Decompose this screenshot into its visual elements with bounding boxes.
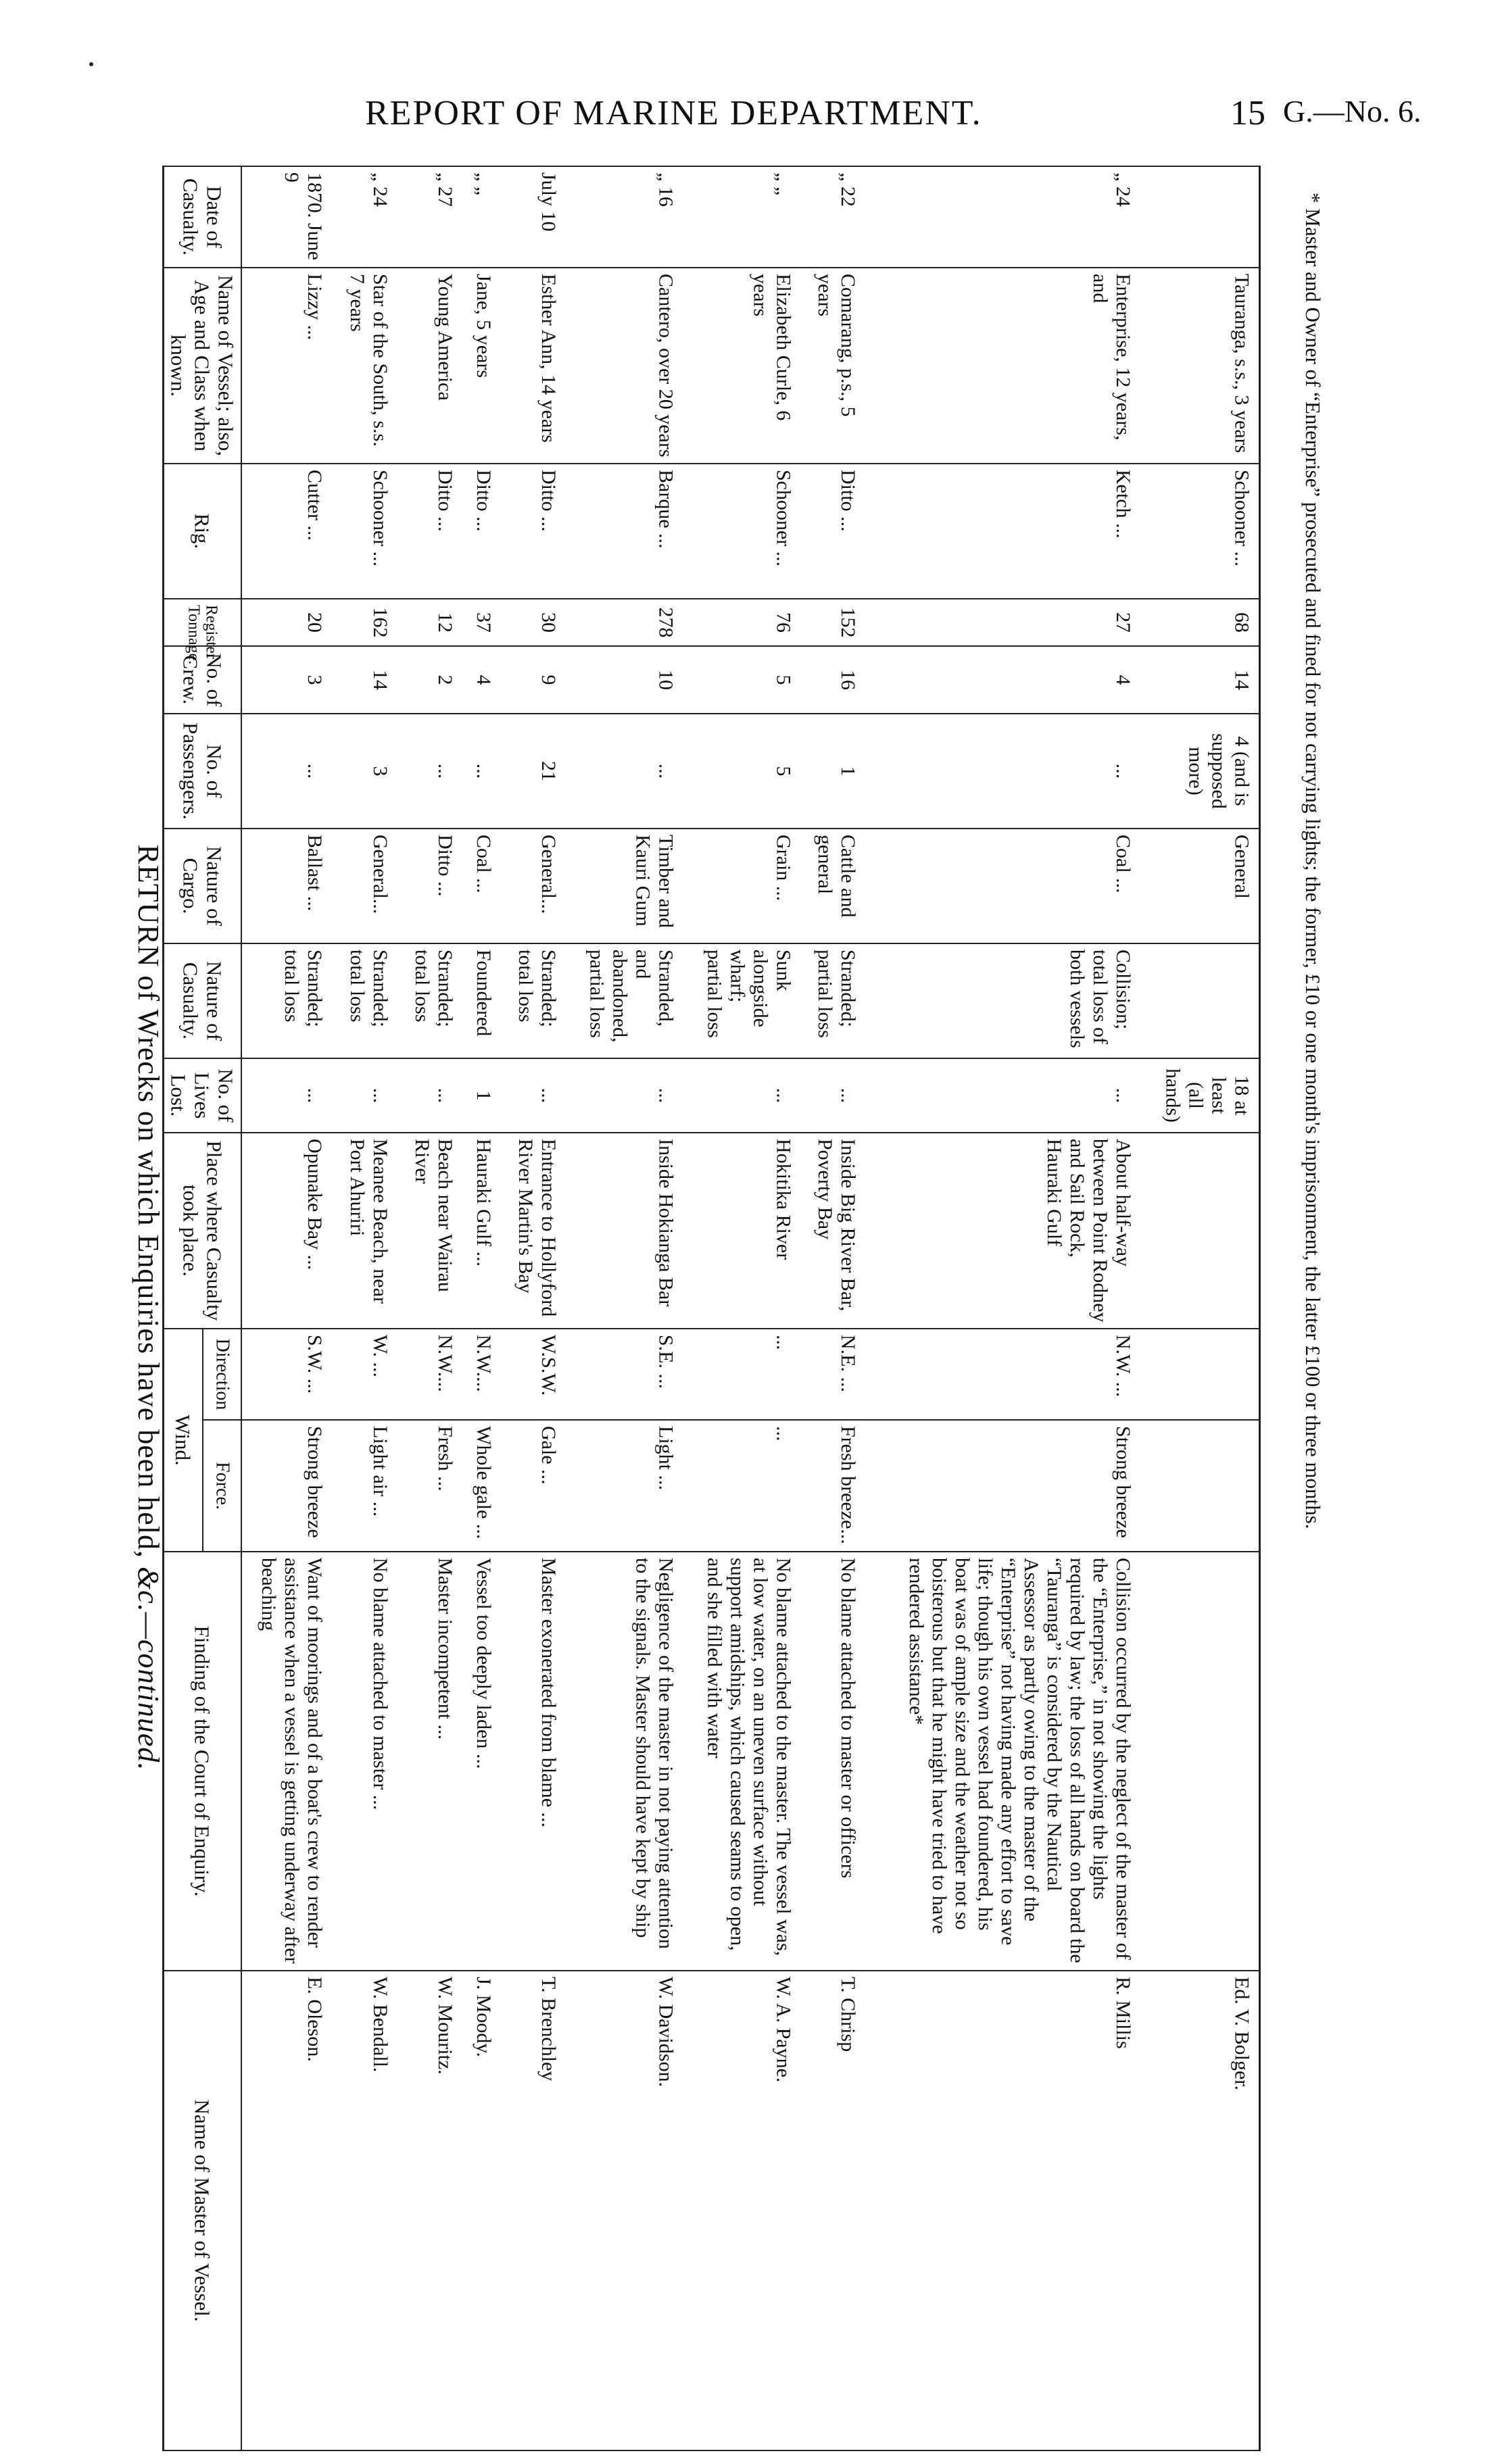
cell-rig: Ditto ... xyxy=(398,464,463,599)
cell-cargo: General... xyxy=(502,829,566,943)
cell-casualty: Stranded, and abandoned, partial loss xyxy=(566,943,684,1058)
cell-passengers: ... xyxy=(566,714,684,829)
cell-crew: 14 xyxy=(1141,646,1259,714)
col-header-place: Place where Casualty took place. xyxy=(164,1133,242,1329)
cell-lives: ... xyxy=(684,1058,802,1133)
cell-finding: Negligence of the master in not paying attention to the signals. Master should have kept by ship xyxy=(566,1552,684,1971)
col-header-lives: No. of Lives Lost. xyxy=(164,1058,242,1133)
cell-crew: 4 xyxy=(866,646,1141,714)
cell-direction: N.W. ... xyxy=(866,1329,1141,1420)
cell-force xyxy=(1141,1420,1259,1552)
cell-place: Entrance to Hollyford River Martin's Bay xyxy=(502,1133,566,1329)
cell-master: T. Chrisp xyxy=(801,1971,866,2450)
return-title-continued: &c.—continued. xyxy=(132,1567,165,1771)
cell-date: July 10 xyxy=(502,166,566,268)
cell-rig: Ditto ... xyxy=(463,464,502,599)
cell-direction: W. ... xyxy=(333,1329,398,1420)
cell-lives: ... xyxy=(241,1058,333,1133)
running-title: REPORT OF MARINE DEPARTMENT. xyxy=(365,94,982,132)
col-header-tonnage: Register Tonnage. xyxy=(164,599,242,646)
cell-passengers: 21 xyxy=(502,714,566,829)
cell-date: „ 24 xyxy=(333,166,398,268)
cell-force: Strong breeze xyxy=(241,1420,333,1552)
cell-passengers: 4 (and is supposed more) xyxy=(1141,714,1259,829)
cell-passengers: 3 xyxy=(333,714,398,829)
table-row xyxy=(241,166,333,2450)
cell-finding xyxy=(1141,1552,1259,1971)
table-row xyxy=(502,166,566,2450)
cell-master: W. Davidson. xyxy=(566,1971,684,2450)
cell-casualty: Stranded; total loss xyxy=(241,943,333,1058)
cell-cargo: Coal ... xyxy=(866,829,1141,943)
cell-force: Strong breeze xyxy=(866,1420,1141,1552)
cell-master: Ed. V. Bolger. xyxy=(1141,1971,1259,2450)
cell-rig: Cutter ... xyxy=(241,464,333,599)
cell-name: Comarang, p.s., 5 years xyxy=(801,268,866,464)
cell-crew: 10 xyxy=(566,646,684,714)
cell-casualty: Stranded; total loss xyxy=(398,943,463,1058)
cell-master: J. Moody. xyxy=(463,1971,502,2450)
table-row xyxy=(566,166,684,2450)
cell-master: R. Millis xyxy=(866,1971,1141,2450)
cell-force: Gale ... xyxy=(502,1420,566,1552)
cell-place: Opunake Bay ... xyxy=(241,1133,333,1329)
cell-casualty: Collision; total loss of both vessels xyxy=(866,943,1141,1058)
return-title-text: RETURN of Wrecks on which Enquiries have been held, xyxy=(132,844,165,1567)
cell-tonnage: 30 xyxy=(502,599,566,646)
cell-name: Tauranga, s.s., 3 years xyxy=(1141,268,1259,464)
table-row xyxy=(463,166,502,2450)
cell-master: E. Oleson. xyxy=(241,1971,333,2450)
cell-finding: Master incompetent ... xyxy=(398,1552,463,1971)
cell-master: T. Brenchley xyxy=(502,1971,566,2450)
cell-crew: 16 xyxy=(801,646,866,714)
cell-cargo: General xyxy=(1141,829,1259,943)
table-row xyxy=(684,166,802,2450)
col-header-wind: Wind. xyxy=(164,1329,203,1552)
cell-direction: ... xyxy=(684,1329,802,1420)
col-header-master: Name of Master of Vessel. xyxy=(164,1971,242,2450)
cell-lives: ... xyxy=(866,1058,1141,1133)
col-header-direction: Direction xyxy=(203,1329,241,1420)
cell-tonnage: 37 xyxy=(463,599,502,646)
cell-direction xyxy=(1141,1329,1259,1420)
cell-finding: Vessel too deeply laden ... xyxy=(463,1552,502,1971)
cell-force: Fresh breeze... xyxy=(801,1420,866,1552)
col-header-date: Date of Casualty. xyxy=(164,166,242,268)
cell-place: About half-way between Point Rodney and Sail Rock, Hauraki Gulf xyxy=(866,1133,1141,1329)
cell-force: Light ... xyxy=(566,1420,684,1552)
cell-finding: No blame attached to the master. The vessel was, at low water, on an uneven surface without support amidships, which caused seams to open, and she filled with water xyxy=(684,1552,802,1971)
cell-finding: Master exonerated from blame ... xyxy=(502,1552,566,1971)
col-header-crew: No. of Crew. xyxy=(164,646,242,714)
col-header-name: Name of Vessel; also, Age and Class when known. xyxy=(164,268,242,464)
cell-tonnage: 20 xyxy=(241,599,333,646)
cell-lives: 18 at least (all hands) xyxy=(1141,1058,1259,1133)
cell-cargo: Coal ... xyxy=(463,829,502,943)
cell-rig: Schooner ... xyxy=(1141,464,1259,599)
cell-crew: 2 xyxy=(398,646,463,714)
cell-direction: N.W.... xyxy=(398,1329,463,1420)
cell-passengers: 1 xyxy=(801,714,866,829)
table-row xyxy=(866,166,1141,2450)
cell-rig: Barque ... xyxy=(566,464,684,599)
cell-crew: 3 xyxy=(241,646,333,714)
cell-tonnage: 152 xyxy=(801,599,866,646)
cell-name: Elizabeth Curle, 6 years xyxy=(684,268,802,464)
cell-finding: Want of moorings and of a boat's crew to render assistance when a vessel is getting underway after beaching xyxy=(241,1552,333,1971)
cell-name: Young America xyxy=(398,268,463,464)
cell-place: Hokitika River xyxy=(684,1133,802,1329)
cell-master: W. Bendall. xyxy=(333,1971,398,2450)
cell-crew: 9 xyxy=(502,646,566,714)
cell-lives: ... xyxy=(566,1058,684,1133)
cell-direction: S.W. ... xyxy=(241,1329,333,1420)
cell-passengers: ... xyxy=(463,714,502,829)
cell-rig: Ditto ... xyxy=(801,464,866,599)
cell-master: W. Mouritz. xyxy=(398,1971,463,2450)
cell-passengers: ... xyxy=(398,714,463,829)
cell-date: „ 16 xyxy=(566,166,684,268)
wrecks-table xyxy=(162,166,1261,2451)
cell-master: W. A. Payne. xyxy=(684,1971,802,2450)
cell-force: Light air ... xyxy=(333,1420,398,1552)
col-header-passengers: No. of Passengers. xyxy=(164,714,242,829)
table-row xyxy=(398,166,463,2450)
cell-cargo: Ballast ... xyxy=(241,829,333,943)
cell-crew: 4 xyxy=(463,646,502,714)
cell-cargo: Grain ... xyxy=(684,829,802,943)
cell-lives: ... xyxy=(801,1058,866,1133)
footnote: * Master and Owner of “Enterprise” prosecuted and fined for not carrying lights; the former, £10 or one month's imprisonment, the latter £100 or three months. xyxy=(1301,193,1325,1529)
cell-tonnage: 27 xyxy=(866,599,1141,646)
cell-place xyxy=(1141,1133,1259,1329)
return-title xyxy=(131,166,166,2450)
cell-cargo: General... xyxy=(333,829,398,943)
cell-date: 1870. June 9 xyxy=(241,166,333,268)
cell-direction: W.S.W. xyxy=(502,1329,566,1420)
cell-passengers: 5 xyxy=(684,714,802,829)
cell-casualty: Stranded; partial loss xyxy=(801,943,866,1058)
table-row xyxy=(1141,166,1259,2450)
cell-date: „ 22 xyxy=(801,166,866,268)
cell-date: „ „ xyxy=(463,166,502,268)
cell-crew: 14 xyxy=(333,646,398,714)
cell-tonnage: 162 xyxy=(333,599,398,646)
cell-cargo: Ditto ... xyxy=(398,829,463,943)
cell-casualty: Stranded; total loss xyxy=(502,943,566,1058)
cell-tonnage: 76 xyxy=(684,599,802,646)
cell-force: Whole gale ... xyxy=(463,1420,502,1552)
cell-force: ... xyxy=(684,1420,802,1552)
cell-place: Beach near Wairau River xyxy=(398,1133,463,1329)
cell-tonnage: 278 xyxy=(566,599,684,646)
cell-place: Hauraki Gulf ... xyxy=(463,1133,502,1329)
cell-finding: No blame attached to master or officers xyxy=(801,1552,866,1971)
cell-name: Lizzy ... xyxy=(241,268,333,464)
cell-direction: N.E. ... xyxy=(801,1329,866,1420)
cell-date: „ 27 xyxy=(398,166,463,268)
cell-date xyxy=(1141,166,1259,268)
cell-passengers: ... xyxy=(866,714,1141,829)
col-header-finding: Finding of the Court of Enquiry. xyxy=(164,1552,242,1971)
cell-name: Cantero, over 20 years xyxy=(566,268,684,464)
cell-name: Star of the South, s.s. 7 years xyxy=(333,268,398,464)
col-header-cargo: Nature of Cargo. xyxy=(164,829,242,943)
cell-date: „ „ xyxy=(684,166,802,268)
cell-casualty: Foundered xyxy=(463,943,502,1058)
cell-name: Enterprise, 12 years, and xyxy=(866,268,1141,464)
table-row xyxy=(333,166,398,2450)
page-number: 15 xyxy=(1230,94,1265,132)
cell-force: Fresh ... xyxy=(398,1420,463,1552)
cell-finding: No blame attached to master ... xyxy=(333,1552,398,1971)
col-header-force: Force. xyxy=(203,1420,241,1552)
cell-finding: Collision occurred by the neglect of the master of the “Enterprise,” in not showing the lights required by law; the loss of all hands on board the “Tauranga” is considered by the Nautical Assessor as partly owing to the master of the “Enterprise” not having made any effort to save life; though his own vessel had foundered, his boat was of ample size and the weather not so boisterous but that he might have tried to have rendered assistance* xyxy=(866,1552,1141,1971)
cell-direction: S.E. ... xyxy=(566,1329,684,1420)
cell-cargo: Cattle and general xyxy=(801,829,866,943)
cell-rig: Schooner ... xyxy=(684,464,802,599)
col-header-rig: Rig. xyxy=(164,464,242,599)
cell-place: Inside Big River Bar, Poverty Bay xyxy=(801,1133,866,1329)
rotated-return-table xyxy=(105,166,1325,2450)
cell-passengers: ... xyxy=(241,714,333,829)
cell-name: Esther Ann, 14 years xyxy=(502,268,566,464)
cell-place: Meanee Beach, near Port Ahuriri xyxy=(333,1133,398,1329)
cell-casualty xyxy=(1141,943,1259,1058)
table-body xyxy=(241,166,1260,2450)
ink-speck xyxy=(89,62,93,66)
cell-direction: N.W.... xyxy=(463,1329,502,1420)
series-number: G.—No. 6. xyxy=(1283,94,1422,128)
cell-casualty: Sunk alongside wharf; partial loss xyxy=(684,943,802,1058)
col-header-casualty: Nature of Casualty. xyxy=(164,943,242,1058)
cell-crew: 5 xyxy=(684,646,802,714)
cell-tonnage: 68 xyxy=(1141,599,1259,646)
cell-place: Inside Hokianga Bar xyxy=(566,1133,684,1329)
cell-rig: Schooner ... xyxy=(333,464,398,599)
cell-rig: Ditto ... xyxy=(502,464,566,599)
cell-date: „ 24 xyxy=(866,166,1141,268)
table-row xyxy=(801,166,866,2450)
page-header xyxy=(0,0,1500,149)
cell-name: Jane, 5 years xyxy=(463,268,502,464)
cell-lives: ... xyxy=(502,1058,566,1133)
cell-lives: ... xyxy=(333,1058,398,1133)
cell-lives: ... xyxy=(398,1058,463,1133)
cell-casualty: Stranded; total loss xyxy=(333,943,398,1058)
cell-tonnage: 12 xyxy=(398,599,463,646)
cell-cargo: Timber and Kauri Gum xyxy=(566,829,684,943)
cell-lives: 1 xyxy=(463,1058,502,1133)
cell-rig: Ketch ... xyxy=(866,464,1141,599)
